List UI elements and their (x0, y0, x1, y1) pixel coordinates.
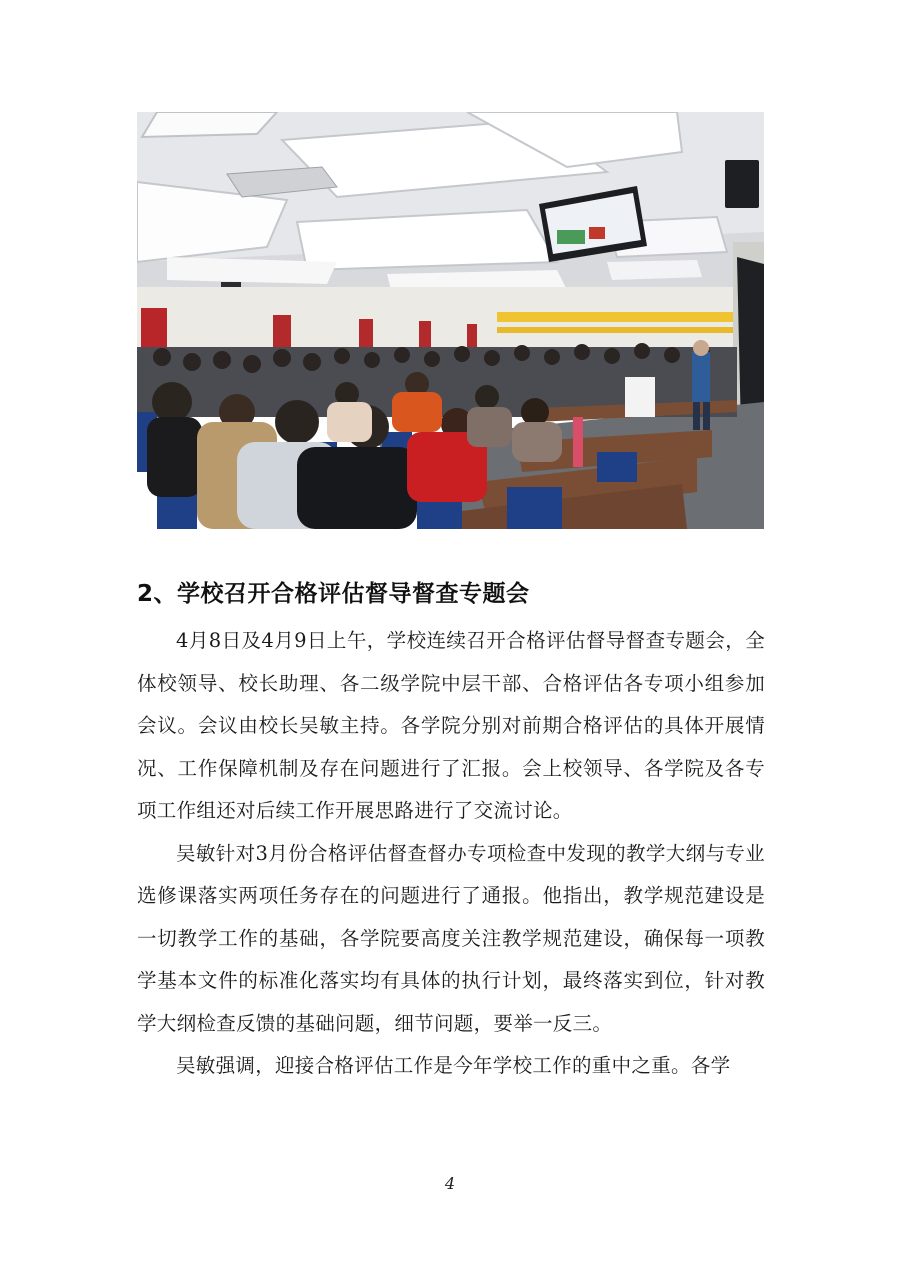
paragraph: 4月8日及4月9日上午，学校连续召开合格评估督导督查专题会，全体校领导、校长助理、各二级学院中层干部、合格评估各专项小组参加会议。会议由校长吴敏主持。各学院分别对前期合格评估的具体开展情况、工作保障机制及存在问题进行了汇报。会上校领导、各学院及各专项工作组还对后续工作开展思路进行了交流讨论。 (137, 629, 765, 822)
page-number: 4 (444, 1174, 456, 1193)
meeting-photo (137, 112, 764, 529)
paragraph: 吴敏针对3月份合格评估督查督办专项检查中发现的教学大纲与专业选修课落实两项任务存在的问题进行了通报。他指出，教学规范建设是一切教学工作的基础，各学院要高度关注教学规范建设，确保每一项教学基本文件的标准化落实均有具体的执行计划，最终落实到位，针对教学大纲检查反馈的基础问题，细节问题，要举一反三。 (137, 841, 765, 1035)
meeting-photo-illustration (137, 112, 764, 529)
paragraph: 吴敏强调，迎接合格评估工作是今年学校工作的重中之重。各学 (176, 1054, 731, 1077)
section-heading: 2、学校召开合格评估督导督查专题会 (137, 581, 530, 607)
body-text (137, 620, 765, 1088)
